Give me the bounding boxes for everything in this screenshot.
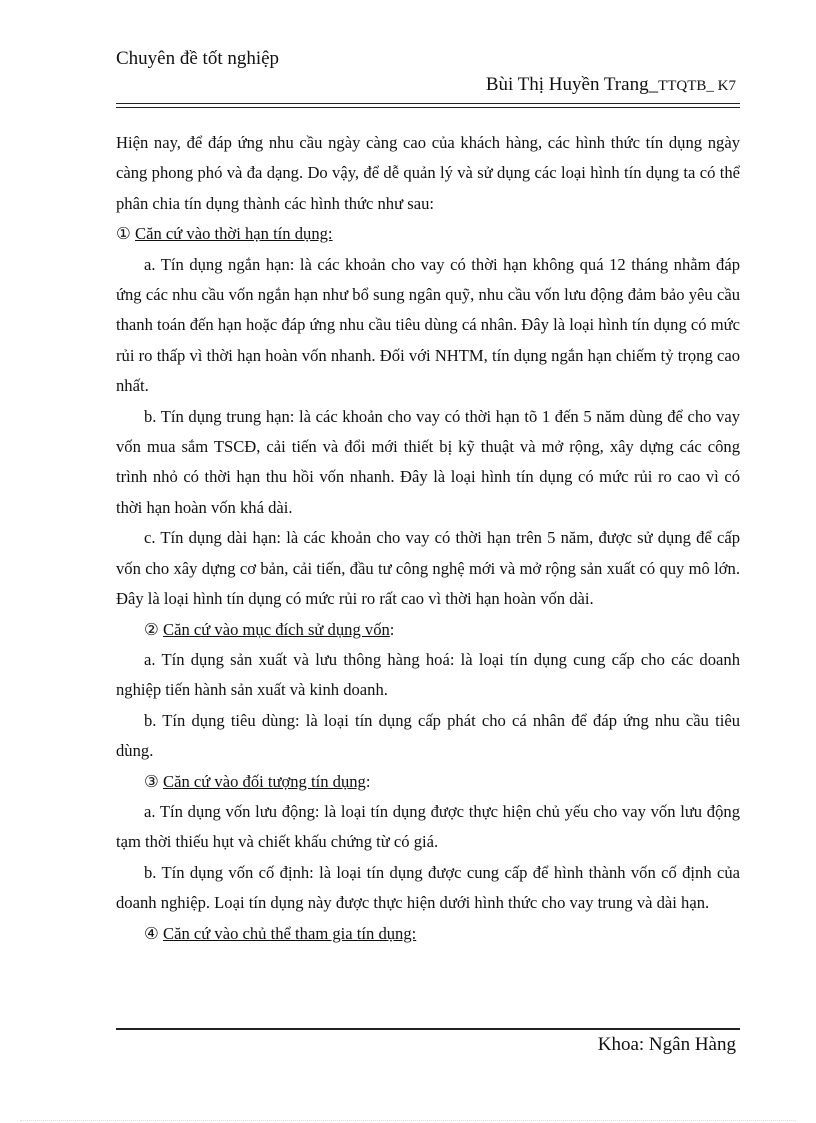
section-4-title: Căn cứ vào chủ thể tham gia tín dụng: <box>163 923 417 943</box>
section-4-heading <box>116 919 740 949</box>
paragraph-long-term-credit: c. Tín dụng dài hạn: là các khoản cho vay có thời hạn trên 5 năm, được sử dụng để cấp vốn cho xây dựng cơ bản, cải tiến, đầu tư công nghệ mới và mở rộng sản xuất có quy mô lớn. Đây là loại hình tín dụng có mức rủi ro rất cao vì thời hạn hoàn vốn dài. <box>116 528 740 609</box>
circled-4-marker: ④ <box>144 923 164 943</box>
section-2-title: Căn cứ vào mục đích sử dụng vốn <box>163 619 390 639</box>
paragraph-medium-term-credit: b. Tín dụng trung hạn: là các khoản cho vay có thời hạn tõ 1 đến 5 năm dùng để cho vay vốn mua sắm TSCĐ, cải tiến và đổi mới thiết bị kỹ thuật và mở rộng, xây dựng các công trình nhỏ có thời hạn thu hồi vốn nhanh. Đây là loại hình tín dụng có mức rủi ro cao vì có thời hạn hoàn vốn khá dài. <box>116 406 740 517</box>
paragraph-production-credit: a. Tín dụng sản xuất và lưu thông hàng hoá: là loại tín dụng cung cấp cho các doanh nghiệp tiến hành sản xuất và kinh doanh. <box>116 649 740 700</box>
section-1-title: Căn cứ vào thời hạn tín dụng: <box>135 224 333 244</box>
circled-2-marker: ② <box>144 619 164 639</box>
section-2-heading <box>116 615 740 645</box>
intro-paragraph: Hiện nay, để đáp ứng nhu cầu ngày càng cao của khách hàng, các hình thức tín dụng ngày càng phong phó và đa dạng. Do vậy, để dễ quản lý và sử dụng các loại hình tín dụng ta có thể phân chia tín dụng thành các hình thức như sau: <box>116 133 740 213</box>
header-class-code: TTQTB_ K7 <box>658 78 736 94</box>
section-2-colon: : <box>389 619 395 639</box>
header-doc-type: Chuyên đề tốt nghiệp <box>116 48 280 69</box>
section-1-heading <box>116 219 740 249</box>
footer-rule <box>116 1028 740 1030</box>
section-3-title: Căn cứ vào đối tượng tín dụng <box>163 771 366 791</box>
paragraph-working-capital-credit: a. Tín dụng vốn lưu động: là loại tín dụng được thực hiện chủ yếu cho vay vốn lưu động tạm thời thiếu hụt và chiết khấu chứng từ có giá. <box>116 801 740 852</box>
header-double-rule <box>116 103 740 108</box>
header-author <box>486 74 736 96</box>
paragraph-short-term-credit: a. Tín dụng ngắn hạn: là các khoản cho vay có thời hạn không quá 12 tháng nhằm đáp ứng các nhu cầu vốn ngắn hạn như bổ sung ngân quỹ, nhu cầu vốn lưu động đảm bảo yêu cầu thanh toán đến hạn hoặc đáp ứng nhu cầu tiêu dùng cá nhân. Đây là loại hình tín dụng có mức rủi ro thấp vì thời hạn hoàn vốn nhanh. Đối với NHTM, tín dụng ngắn hạn chiếm tỷ trọng cao nhất. <box>116 254 740 396</box>
page-edge-dotted-line <box>20 1120 796 1121</box>
section-3-heading <box>116 767 740 797</box>
footer-department: Khoa: Ngân Hàng <box>597 1034 736 1055</box>
circled-1-marker: ① <box>116 224 136 244</box>
section-3-colon: : <box>365 771 371 791</box>
paragraph-consumer-credit: b. Tín dụng tiêu dùng: là loại tín dụng cấp phát cho cá nhân để đáp ứng nhu cầu tiêu dùng. <box>116 710 740 761</box>
circled-3-marker: ③ <box>144 771 164 791</box>
document-body <box>116 128 740 949</box>
paragraph-fixed-capital-credit: b. Tín dụng vốn cố định: là loại tín dụng được cung cấp để hình thành vốn cố định của doanh nghiệp. Loại tín dụng này được thực hiện dưới hình thức cho vay trung và dài hạn. <box>116 862 740 913</box>
header-author-name: Bùi Thị Huyền Trang_ <box>485 74 659 95</box>
